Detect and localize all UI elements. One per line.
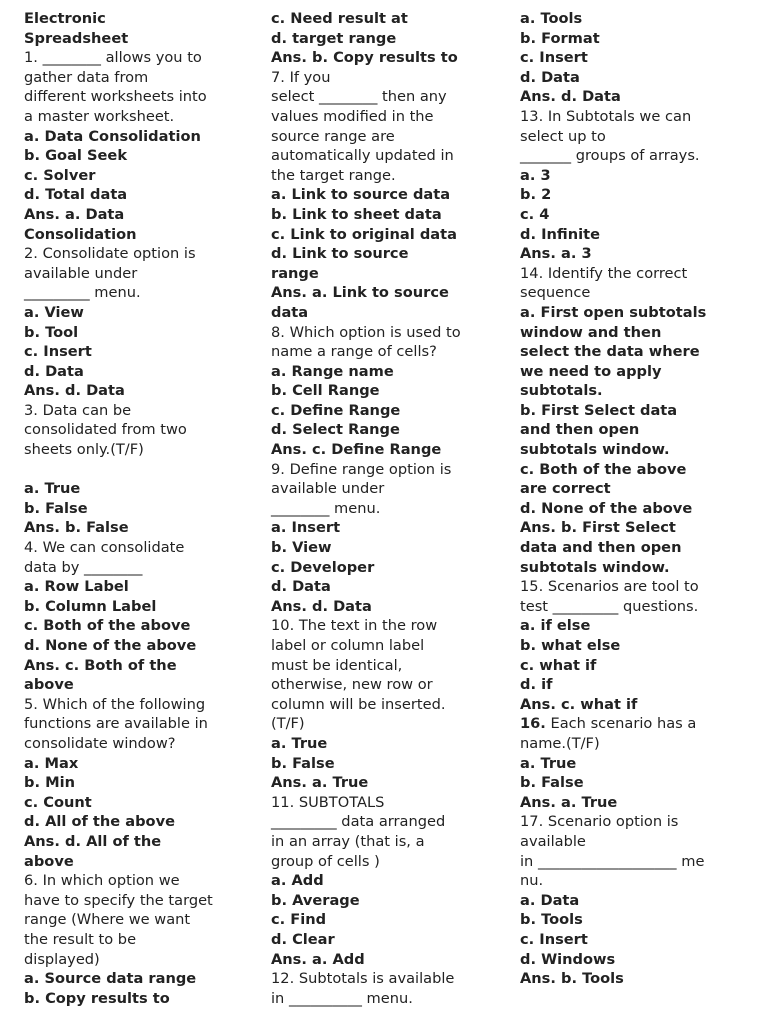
option-line: a. View (24, 303, 84, 321)
option-line: d. Data (24, 362, 84, 380)
answer-line: Ans. d. Data (271, 597, 372, 615)
text-line: we need to apply (520, 362, 662, 380)
answer-line: Ans. b. False (24, 519, 129, 537)
column-2 (271, 9, 486, 1008)
question-line: 12. Subtotals is available (271, 970, 455, 988)
option-line: a. First open subtotals (520, 303, 707, 321)
option-line: b. Min (24, 774, 75, 792)
text-line: (T/F) (271, 715, 305, 733)
text-line: displayed) (24, 950, 100, 968)
text-line: consolidate window? (24, 734, 176, 752)
text-line: in ___________________ me (520, 852, 705, 870)
answer-line: Ans. a. Data (24, 205, 125, 223)
text-line: automatically updated in (271, 147, 454, 165)
option-line: b. Goal Seek (24, 147, 128, 165)
text-line: test _________ questions. (520, 597, 699, 615)
option-line: c. Link to original data (271, 225, 457, 243)
text-line: column will be inserted. (271, 695, 446, 713)
option-line: a. Row Label (24, 578, 129, 596)
option-line: a. Tools (520, 10, 583, 27)
answer-line: Ans. b. Copy results to (271, 49, 458, 67)
option-line: d. Total data (24, 186, 128, 204)
text-line: label or column label (271, 637, 425, 654)
text-line: data and then open (520, 539, 682, 557)
option-line: d. Windows (520, 950, 616, 968)
option-line: a. Add (271, 872, 324, 890)
text-line: subtotals window. (520, 558, 670, 576)
text-line: functions are available in (24, 715, 208, 733)
option-line: c. Both of the above (520, 460, 687, 478)
text-line: ________ menu. (271, 499, 381, 517)
answer-line: Ans. c. Both of the (24, 656, 177, 674)
option-line: c. Count (24, 793, 92, 811)
question-line: 10. The text in the row (271, 617, 438, 635)
text-line: available under (271, 480, 385, 498)
option-line: b. Average (271, 891, 360, 909)
text-line: above (24, 852, 74, 870)
option-line: d. Clear (271, 930, 335, 948)
option-line: c. 4 (520, 205, 550, 223)
answer-line: Ans. a. 3 (520, 245, 592, 263)
answer-line: Ans. d. Data (24, 382, 125, 400)
question-line: 1. ________ allows you to (24, 49, 202, 67)
option-line: b. Format (520, 29, 600, 47)
text-line: subtotals. (520, 382, 603, 400)
text-line: name.(T/F) (520, 734, 600, 752)
option-line: b. Copy results to (24, 989, 170, 1007)
answer-line: Ans. a. Link to source (271, 284, 449, 302)
option-line: b. 2 (520, 186, 552, 204)
option-line: c. Find (271, 911, 327, 929)
option-line: b. Tool (24, 323, 79, 341)
option-line: c. Developer (271, 558, 375, 576)
text-line: above (24, 676, 74, 694)
text-line: and then open (520, 421, 640, 439)
question-line: 8. Which option is used to (271, 323, 461, 341)
option-line: b. False (24, 499, 88, 517)
text-line: source range are (271, 127, 395, 145)
option-line: b. View (271, 539, 332, 557)
blank-line (24, 460, 244, 480)
option-line: c. Insert (520, 930, 588, 948)
text-line: select the data where (520, 343, 700, 361)
option-line: c. Insert (24, 343, 92, 361)
answer-line: Ans. a. True (271, 774, 369, 792)
text-line: the target range. (271, 166, 396, 184)
answer-line: Ans. b. First Select (520, 519, 676, 537)
option-line: d. if (520, 676, 553, 694)
column-3 (520, 9, 735, 989)
answer-line: Ans. d. All of the (24, 832, 162, 850)
text-line: select ________ then any (271, 88, 447, 106)
option-line: c. Both of the above (24, 617, 191, 635)
text-line: range (Where we want (24, 911, 191, 929)
option-line: d. Select Range (271, 421, 400, 439)
answer-line: Ans. d. Data (520, 88, 621, 106)
text-line: available under (24, 264, 138, 282)
option-line: d. Link to source (271, 245, 409, 263)
option-line: a. Max (24, 754, 79, 772)
option-line: c. what if (520, 656, 597, 674)
text-line: are correct (520, 480, 611, 498)
option-line: b. Link to sheet data (271, 205, 442, 223)
text-line: name a range of cells? (271, 343, 437, 361)
option-line: c. Define Range (271, 401, 401, 419)
text-line: in an array (that is, a (271, 832, 425, 850)
question-line: 3. Data can be (24, 401, 132, 419)
question-line: 9. Define range option is (271, 460, 452, 478)
answer-line: Ans. c. what if (520, 695, 638, 713)
option-line: d. All of the above (24, 813, 175, 831)
option-line: c. Insert (520, 49, 588, 67)
option-line: b. False (520, 774, 584, 792)
question-line: 7. If you (271, 68, 331, 86)
option-line: a. 3 (520, 166, 551, 184)
text-line: select up to (520, 127, 606, 145)
option-line: b. False (271, 754, 335, 772)
text-line: nu. (520, 872, 544, 890)
question-line: 4. We can consolidate (24, 539, 185, 557)
text-line: otherwise, new row or (271, 676, 433, 694)
option-line: c. Need result at (271, 10, 408, 27)
option-line: d. None of the above (520, 499, 693, 517)
question-text: Each scenario has a (545, 715, 697, 733)
page-title: Spreadsheet (24, 29, 129, 47)
text-line: available (520, 832, 586, 850)
option-line: d. Infinite (520, 225, 600, 243)
option-line: a. True (271, 734, 328, 752)
question-number: 16. (520, 715, 546, 733)
option-line: a. True (24, 480, 81, 498)
question-line: 13. In Subtotals we can (520, 107, 692, 125)
question-line: 15. Scenarios are tool to (520, 578, 699, 596)
option-line: b. First Select data (520, 401, 678, 419)
text-line: values modified in the (271, 107, 434, 125)
text-line: sheets only.(T/F) (24, 441, 144, 459)
option-line: b. Column Label (24, 597, 157, 615)
text-line: range (271, 264, 319, 282)
answer-line: Ans. a. Add (271, 950, 365, 968)
text-line: data (271, 303, 309, 321)
question-line: 6. In which option we (24, 872, 180, 890)
page-title: Electronic (24, 10, 106, 27)
option-line: a. Data (520, 891, 580, 909)
text-line: a master worksheet. (24, 107, 175, 125)
option-line: a. Data Consolidation (24, 127, 201, 145)
text-line: consolidated from two (24, 421, 187, 439)
question-line: 17. Scenario option is (520, 813, 679, 831)
option-line: d. None of the above (24, 637, 197, 654)
question-line: 2. Consolidate option is (24, 245, 196, 263)
text-line: the result to be (24, 930, 137, 948)
text-line: _________ menu. (24, 284, 141, 302)
option-line: a. Range name (271, 362, 394, 380)
text-line: sequence (520, 284, 591, 302)
text-line: must be identical, (271, 656, 403, 674)
question-line: 14. Identify the correct (520, 264, 688, 282)
option-line: a. Insert (271, 519, 341, 537)
option-line: a. Link to source data (271, 186, 451, 204)
option-line: b. Cell Range (271, 382, 380, 400)
text-line: different worksheets into (24, 88, 207, 106)
option-line: a. Source data range (24, 970, 197, 988)
text-line: data by ________ (24, 558, 143, 576)
answer-line: Ans. a. True (520, 793, 618, 811)
text-line: subtotals window. (520, 441, 670, 459)
option-line: a. True (520, 754, 577, 772)
text-line: _________ data arranged (271, 813, 446, 831)
answer-line: Ans. c. Define Range (271, 441, 442, 459)
option-line: d. target range (271, 29, 397, 47)
option-line: b. Tools (520, 911, 583, 929)
question-line (520, 714, 735, 734)
text-line: gather data from (24, 68, 149, 86)
question-line: 11. SUBTOTALS (271, 793, 385, 811)
option-line: c. Solver (24, 166, 96, 184)
option-line: d. Data (520, 68, 580, 86)
option-line: d. Data (271, 578, 331, 596)
option-line: a. if else (520, 617, 591, 635)
column-1 (24, 9, 244, 1008)
option-line: b. what else (520, 637, 621, 654)
question-line: 5. Which of the following (24, 695, 206, 713)
text-line: in __________ menu. (271, 989, 413, 1007)
text-line: have to specify the target (24, 891, 213, 909)
text-line: window and then (520, 323, 662, 341)
text-line: Consolidation (24, 225, 137, 243)
text-line: group of cells ) (271, 852, 380, 870)
answer-line: Ans. b. Tools (520, 970, 624, 988)
text-line: _______ groups of arrays. (520, 147, 700, 165)
